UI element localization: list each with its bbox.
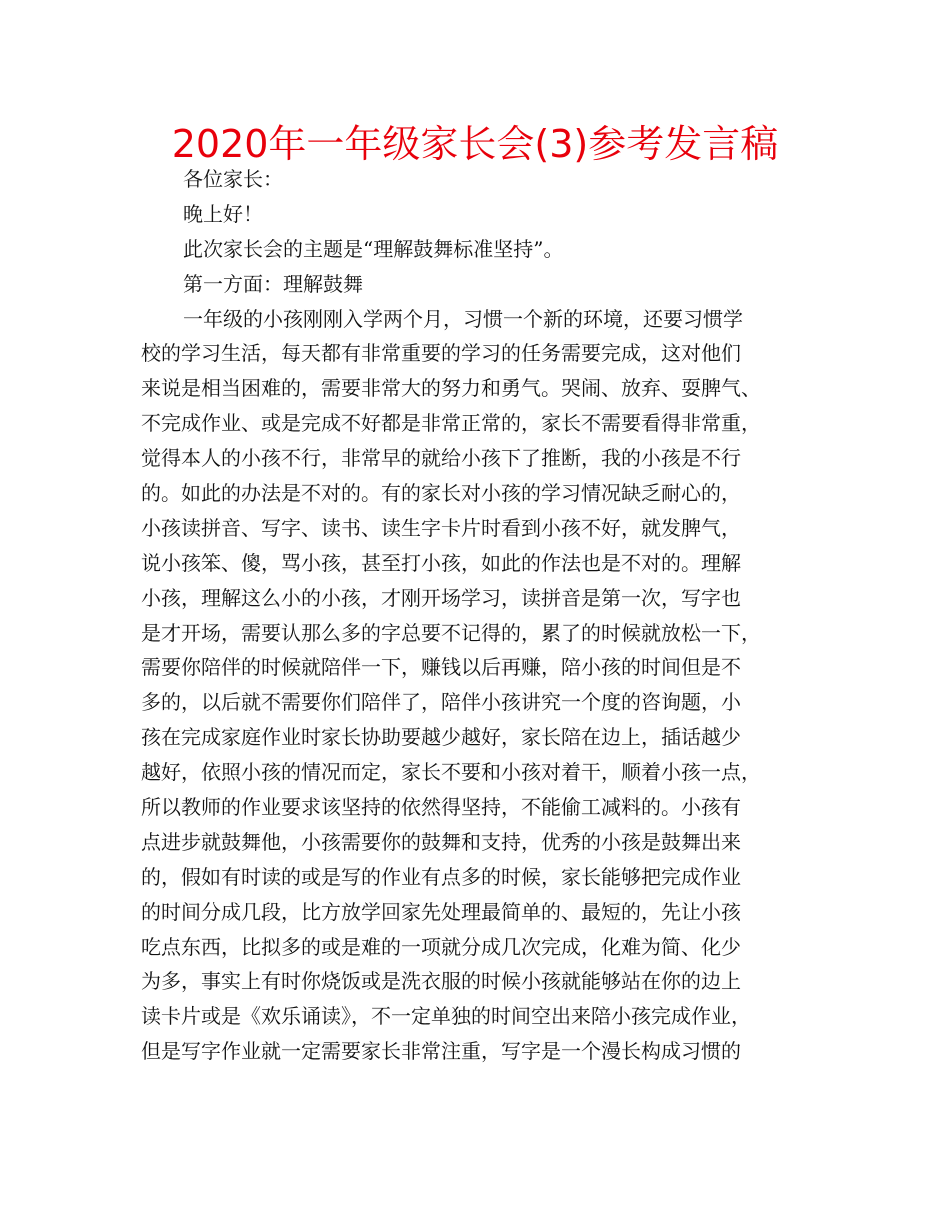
paragraph-line: 一年级的小孩刚刚入学两个月，习惯一个新的环境，还要习惯学 xyxy=(183,306,743,331)
paragraph-line: 的。如此的办法是不对的。有的家长对小孩的学习情况缺乏耐心的， xyxy=(141,481,741,506)
paragraph-line: 来说是相当困难的，需要非常大的努力和勇气。哭闹、放弃、耍脾气、 xyxy=(141,376,761,401)
paragraph-line: 为多，事实上有时你烧饭或是洗衣服的时候小孩就能够站在你的边上 xyxy=(141,969,741,994)
paragraph-line: 不完成作业、或是完成不好都是非常正常的，家长不需要看得非常重， xyxy=(141,411,761,436)
paragraph-line: 是才开场，需要认那么多的字总要不记得的，累了的时候就放松一下， xyxy=(141,620,761,645)
paragraph-line: 小孩读拼音、写字、读书、读生字卡片时看到小孩不好，就发脾气， xyxy=(141,515,741,540)
paragraph-line: 说小孩笨、傻，骂小孩，甚至打小孩，如此的作法也是不对的。理解 xyxy=(141,550,741,575)
paragraph-line: 但是写字作业就一定需要家长非常注重，写字是一个漫长构成习惯的 xyxy=(141,1039,741,1064)
paragraph-line: 的，假如有时读的或是写的作业有点多的时候，家长能够把完成作业 xyxy=(141,864,741,889)
salutation-line: 各位家长： xyxy=(183,167,283,191)
paragraph-line: 小孩，理解这么小的小孩，才刚开场学习，读拼音是第一次，写字也 xyxy=(141,585,741,610)
paragraph-line: 觉得本人的小孩不行，非常早的就给小孩下了推断，我的小孩是不行 xyxy=(141,446,741,471)
document-body xyxy=(141,162,826,1069)
paragraph-line: 读卡片或是《欢乐诵读》，不一定单独的时间空出来陪小孩完成作业， xyxy=(141,1004,751,1029)
paragraph-line: 的时间分成几段，比方放学回家先处理最简单的、最短的，先让小孩 xyxy=(141,899,741,924)
paragraph-line: 校的学习生活，每天都有非常重要的学习的任务需要完成，这对他们 xyxy=(141,341,741,366)
paragraph-line: 孩在完成家庭作业时家长协助要越少越好，家长陪在边上，插话越少 xyxy=(141,725,741,750)
paragraph-line: 多的，以后就不需要你们陪伴了，陪伴小孩讲究一个度的咨询题，小 xyxy=(141,690,741,715)
paragraph-line: 需要你陪伴的时候就陪伴一下，赚钱以后再赚，陪小孩的时间但是不 xyxy=(141,655,741,680)
paragraph-line: 吃点东西，比拟多的或是难的一项就分成几次完成，化难为简、化少 xyxy=(141,934,741,959)
greeting-line: 晚上好！ xyxy=(183,201,263,226)
section-heading: 第一方面：理解鼓舞 xyxy=(183,271,363,296)
document-title: 2020年一年级家长会(3)参考发言稿 xyxy=(171,122,779,166)
paragraph-line: 所以教师的作业要求该坚持的依然得坚持，不能偷工减料的。小孩有 xyxy=(141,795,741,820)
paragraph-line: 越好，依照小孩的情况而定，家长不要和小孩对着干，顺着小孩一点， xyxy=(141,760,761,785)
paragraph-line: 点进步就鼓舞他，小孩需要你的鼓舞和支持，优秀的小孩是鼓舞出来 xyxy=(141,829,741,854)
theme-line: 此次家长会的主题是“理解鼓舞标准坚持”。 xyxy=(183,236,564,261)
